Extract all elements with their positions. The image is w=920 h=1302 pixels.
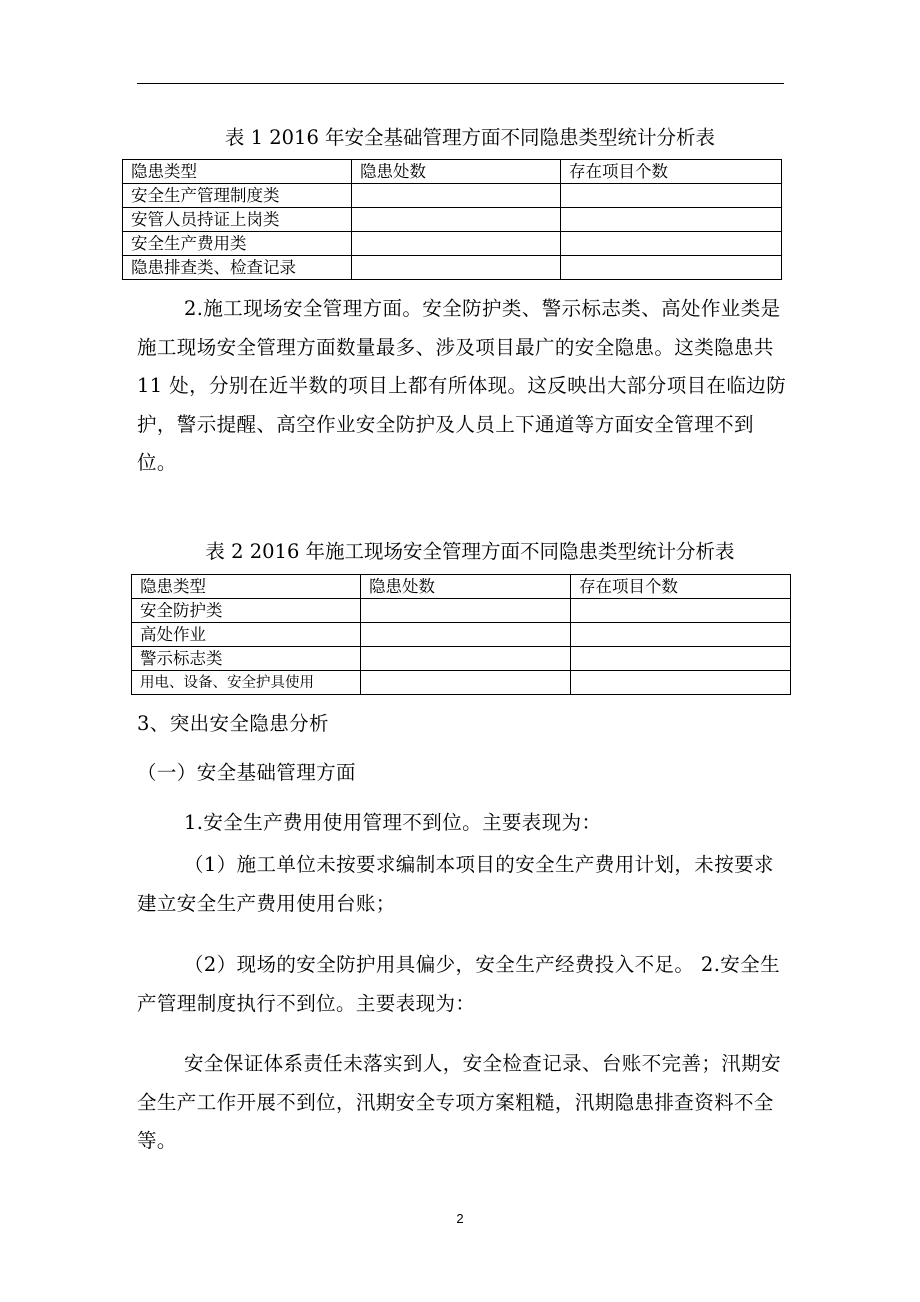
table-row	[132, 599, 791, 623]
table-cell	[352, 208, 561, 232]
table2	[131, 574, 791, 695]
table-header-row	[123, 160, 782, 184]
table-cell	[561, 184, 782, 208]
table-cell	[571, 623, 791, 647]
table-row	[123, 208, 782, 232]
table-header-cell: 隐患处数	[361, 575, 571, 599]
table1	[122, 159, 782, 280]
table-row	[132, 647, 791, 671]
list-item: （2）现场的安全防护用具偏少，安全生产经费投入不足。 2.安全生产管理制度执行不到位。主要表现为：	[137, 953, 781, 1015]
table-row	[132, 671, 791, 695]
table-cell	[352, 232, 561, 256]
table-cell	[352, 184, 561, 208]
table-cell: 安全防护类	[132, 599, 361, 623]
table-cell: 安全生产管理制度类	[123, 184, 352, 208]
table-header-cell: 隐患类型	[123, 160, 352, 184]
table-cell	[571, 671, 791, 695]
table-cell	[561, 208, 782, 232]
section-heading: 3、突出安全隐患分析	[137, 712, 329, 735]
paragraph-final: 安全保证体系责任未落实到人，安全检查记录、台账不完善；汛期安全生产工作开展不到位，汛期安全专项方案粗糙，汛期隐患排查资料不全等。	[137, 1052, 782, 1152]
table-header-cell: 隐患类型	[132, 575, 361, 599]
table-cell: 安全生产费用类	[123, 232, 352, 256]
table-cell	[361, 647, 571, 671]
table-cell	[561, 232, 782, 256]
table-cell	[561, 256, 782, 280]
paragraph-site-safety: 2.施工现场安全管理方面。安全防护类、警示标志类、高处作业类是施工现场安全管理方面数量最多、涉及项目最广的安全隐患。这类隐患共 11 处，分别在近半数的项目上都有所体现。这反映出大部分项目在临边防护，警示提醒、高空作业安全防护及人员上下通道等方面安全管理不到位。	[137, 297, 787, 474]
table-row	[123, 256, 782, 280]
table2-caption: 表 2 2016 年施工现场安全管理方面不同隐患类型统计分析表	[205, 540, 735, 563]
table-header-cell: 隐患处数	[352, 160, 561, 184]
table-cell	[361, 623, 571, 647]
table-cell: 隐患排查类、检查记录	[123, 256, 352, 280]
table-cell: 安管人员持证上岗类	[123, 208, 352, 232]
table-cell: 警示标志类	[132, 647, 361, 671]
table-header-cell: 存在项目个数	[571, 575, 791, 599]
table-header-cell: 存在项目个数	[561, 160, 782, 184]
point-heading: 1.安全生产费用使用管理不到位。主要表现为：	[184, 811, 602, 834]
table1-caption: 表 1 2016 年安全基础管理方面不同隐患类型统计分析表	[224, 126, 716, 149]
table-header-row	[132, 575, 791, 599]
table-row	[123, 184, 782, 208]
table-cell: 用电、设备、安全护具使用	[132, 671, 361, 695]
table-row	[123, 232, 782, 256]
list-item: （1）施工单位未按要求编制本项目的安全生产费用计划，未按要求建立安全生产费用使用台账；	[137, 853, 774, 915]
table-cell	[352, 256, 561, 280]
page-number: 2	[456, 1211, 464, 1226]
table-cell	[571, 599, 791, 623]
table-cell	[571, 647, 791, 671]
table-row	[132, 623, 791, 647]
header-rule	[137, 83, 784, 84]
subsection-heading: （一）安全基础管理方面	[137, 761, 356, 784]
table-cell	[361, 671, 571, 695]
table-cell	[361, 599, 571, 623]
table-cell: 高处作业	[132, 623, 361, 647]
